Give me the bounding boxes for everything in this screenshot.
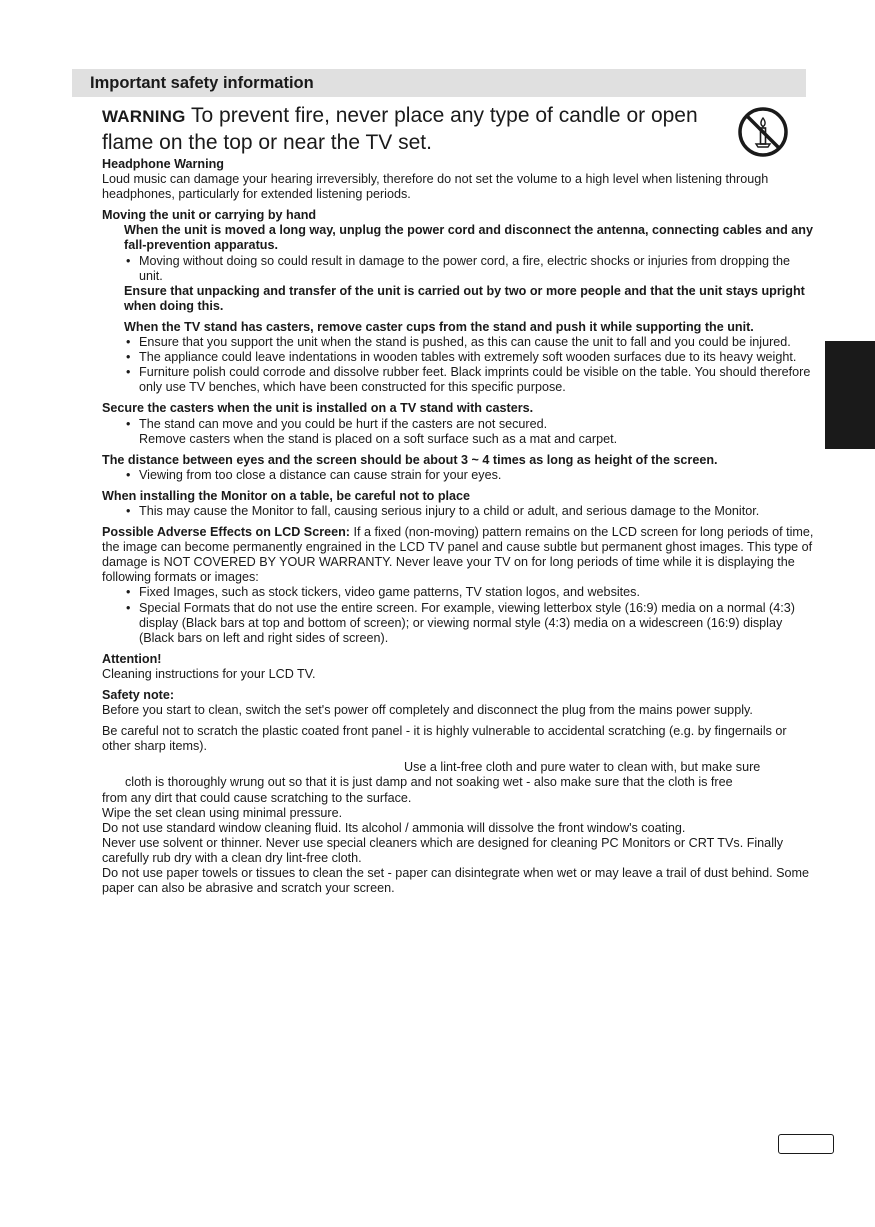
safety-note-scratch: Be careful not to scratch the plastic coated front panel - it is highly vulnerable to accidental scratching (e.g. by fingernails or other sharp items). bbox=[102, 724, 787, 754]
secure-casters-title: Secure the casters when the unit is installed on a TV stand with casters. bbox=[102, 401, 534, 416]
list-item: • Moving without doing so could result in damage to the power cord, a fire, electric shocks or injuries from dropping the unit. bbox=[124, 254, 814, 284]
warning-text: To prevent fire, never place any type of candle or open flame on the top or near the TV set. bbox=[102, 104, 698, 154]
warning-heading bbox=[102, 103, 732, 156]
unpacking-title: Ensure that unpacking and transfer of the unit is carried out by two or more people and that the unit stays upright when doing this. bbox=[124, 283, 805, 313]
casters-stand-title: When the TV stand has casters, remove caster cups from the stand and push it while supporting the unit. bbox=[124, 319, 754, 334]
viewing-distance-list bbox=[102, 468, 814, 483]
adverse-effects-title: Possible Adverse Effects on LCD Screen: bbox=[102, 525, 350, 540]
moving-long-way-title: When the unit is moved a long way, unplug the power cord and disconnect the antenna, connecting cables and any fall-prevention apparatus. bbox=[124, 223, 814, 253]
secure-casters-list bbox=[102, 417, 814, 432]
list-item: • Special Formats that do not use the entire screen. For example, viewing letterbox style (16:9) media on a normal (4:3) display (Black bars at top and bottom of screen); or viewing normal style (4:3) media on a widescreen (16:9) display (Black bars on left and right sides of screen). bbox=[124, 601, 814, 646]
side-language-tab bbox=[825, 341, 875, 449]
safety-content bbox=[102, 103, 814, 896]
list-item: • Furniture polish could corrode and dissolve rubber feet. Black imprints could be visible on the table. You should therefore only use TV benches, which have been constructed for this specific purpose. bbox=[124, 365, 814, 395]
safety-note-cloth-line1: Use a lint-free cloth and pure water to clean with, but make sure bbox=[404, 760, 761, 775]
moving-unit-title: Moving the unit or carrying by hand bbox=[102, 208, 317, 223]
installing-monitor-title: When installing the Monitor on a table, be careful not to place bbox=[102, 488, 471, 503]
adverse-effects-paragraph bbox=[102, 525, 814, 585]
safety-note-wipe: Wipe the set clean using minimal pressure. bbox=[102, 805, 343, 820]
installing-monitor-list bbox=[102, 504, 814, 519]
adverse-effects-body: If a fixed (non-moving) pattern remains on the LCD screen for long periods of time, the image can become permanently engrained in the LCD TV panel and cause subtle but permanent ghost images. This type of damage is NOT COVERED BY YOUR WARRANTY. Never leave your TV on for long periods of time while it is displaying the following formats or images: bbox=[102, 525, 814, 585]
list-item: • Viewing from too close a distance can cause strain for your eyes. bbox=[124, 468, 814, 483]
section-header-bar bbox=[72, 69, 806, 97]
viewing-distance-title: The distance between eyes and the screen should be about 3 ~ 4 times as long as height of the screen. bbox=[102, 452, 718, 467]
list-item: • The stand can move and you could be hurt if the casters are not secured. bbox=[124, 417, 814, 432]
unpacking-section bbox=[102, 284, 814, 335]
headphone-warning-body: Loud music can damage your hearing irreversibly, therefore do not set the volume to a high level when listening through headphones, particularly for extended listening periods. bbox=[102, 172, 769, 202]
adverse-effects-list bbox=[102, 585, 814, 645]
list-item: • This may cause the Monitor to fall, causing serious injury to a child or adult, and serious damage to the Monitor. bbox=[124, 504, 814, 519]
secure-casters-continuation: Remove casters when the stand is placed on a soft surface such as a mat and carpet. bbox=[139, 431, 618, 446]
safety-note-cloth-line3: from any dirt that could cause scratching to the surface. bbox=[102, 790, 412, 805]
headphone-warning-title: Headphone Warning bbox=[102, 157, 224, 171]
casters-stand-list bbox=[102, 335, 814, 395]
list-item: • Ensure that you support the unit when the stand is pushed, as this can cause the unit to fall and you could be injured. bbox=[124, 335, 814, 350]
safety-note-title: Safety note: bbox=[102, 688, 175, 702]
attention-title: Attention! bbox=[102, 651, 162, 666]
moving-unit-section bbox=[102, 223, 814, 253]
list-item: • The appliance could leave indentations in wooden tables with extremely soft wooden surfaces due to its heavy weight. bbox=[124, 350, 814, 365]
moving-long-way-list bbox=[102, 254, 814, 284]
safety-note-solvent: Never use solvent or thinner. Never use special cleaners which are designed for cleaning PC Monitors or CRT TVs. Finally carefully rub dry with a clean dry lint-free cloth. bbox=[102, 835, 784, 865]
list-item: • Fixed Images, such as stock tickers, video game patterns, TV station logos, and websites. bbox=[124, 585, 814, 600]
section-title: Important safety information bbox=[90, 74, 314, 92]
warning-label: WARNING bbox=[102, 107, 186, 126]
safety-note-power: Before you start to clean, switch the set's power off completely and disconnect the plug from the mains power supply. bbox=[102, 703, 753, 718]
safety-note-window-fluid: Do not use standard window cleaning fluid. Its alcohol / ammonia will dissolve the front window's coating. bbox=[102, 820, 686, 835]
safety-note-cloth-line2: cloth is thoroughly wrung out so that it is just damp and not soaking wet - also make sure that the cloth is free bbox=[125, 775, 733, 790]
page-number-box bbox=[778, 1134, 834, 1154]
attention-body: Cleaning instructions for your LCD TV. bbox=[102, 666, 316, 681]
safety-note-paper: Do not use paper towels or tissues to clean the set - paper can disintegrate when wet or may leave a trail of dust behind. Some paper can also be abrasive and scratch your screen. bbox=[102, 866, 810, 896]
